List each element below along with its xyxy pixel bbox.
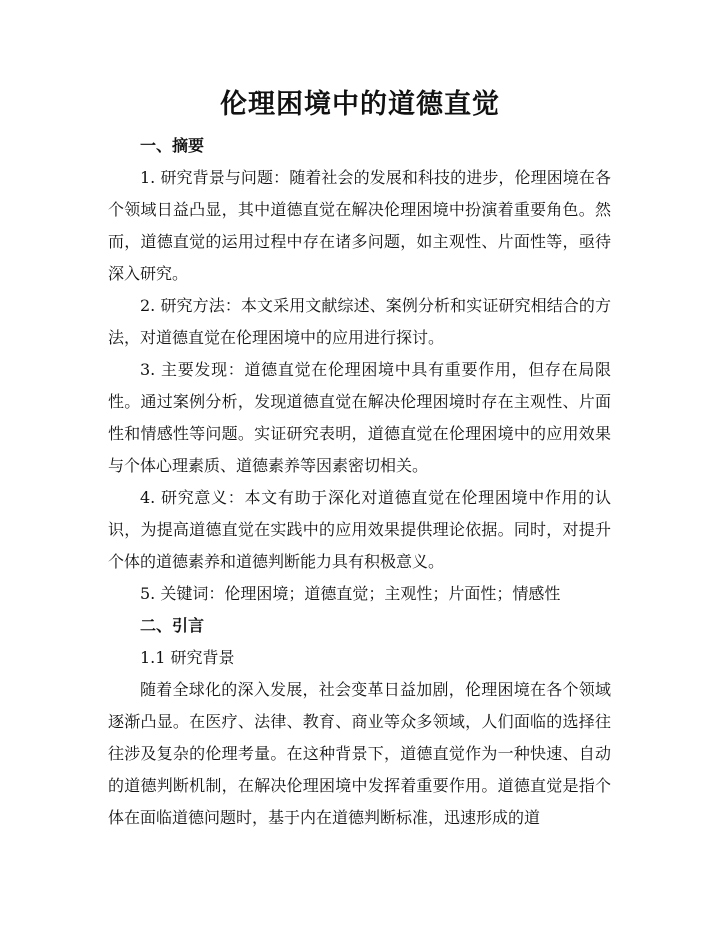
abstract-paragraph-findings: 3. 主要发现：道德直觉在伦理困境中具有重要作用，但存在局限性。通过案例分析，发现道德直觉在解决伦理困境时存在主观性、片面性和情感性等问题。实证研究表明，道德直觉在伦理困境中的应用效果与个体心理素质、道德素养等因素密切相关。 [108, 360, 611, 475]
introduction-paragraph: 随着全球化的深入发展，社会变革日益加剧，伦理困境在各个领域逐渐凸显。在医疗、法律、教育、商业等众多领域，人们面临的选择往往涉及复杂的伦理考量。在这种背景下，道德直觉作为一种快速、自动的道德判断机制，在解决伦理困境中发挥着重要作用。道德直觉是指个体在面临道德问题时，基于内在道德判断标准，迅速形成的道 [108, 680, 611, 827]
document-body [108, 130, 611, 834]
section-heading-introduction: 二、引言 [140, 616, 205, 635]
abstract-paragraph-background: 1. 研究背景与问题：随着社会的发展和科技的进步，伦理困境在各个领域日益凸显，其中道德直觉在解决伦理困境中扮演着重要角色。然而，道德直觉的运用过程中存在诸多问题，如主观性、片面性等，亟待深入研究。 [108, 168, 611, 283]
abstract-paragraph-method: 2. 研究方法：本文采用文献综述、案例分析和实证研究相结合的方法，对道德直觉在伦理困境中的应用进行探讨。 [108, 296, 611, 347]
section-heading-abstract: 一、摘要 [140, 136, 205, 155]
abstract-paragraph-keywords: 5. 关键词：伦理困境；道德直觉；主观性；片面性；情感性 [140, 584, 561, 603]
abstract-paragraph-significance: 4. 研究意义：本文有助于深化对道德直觉在伦理困境中作用的认识，为提高道德直觉在实践中的应用效果提供理论依据。同时，对提升个体的道德素养和道德判断能力具有积极意义。 [108, 488, 611, 571]
page-title: 伦理困境中的道德直觉 [220, 89, 500, 120]
subsection-heading-background: 1.1 研究背景 [140, 648, 235, 667]
